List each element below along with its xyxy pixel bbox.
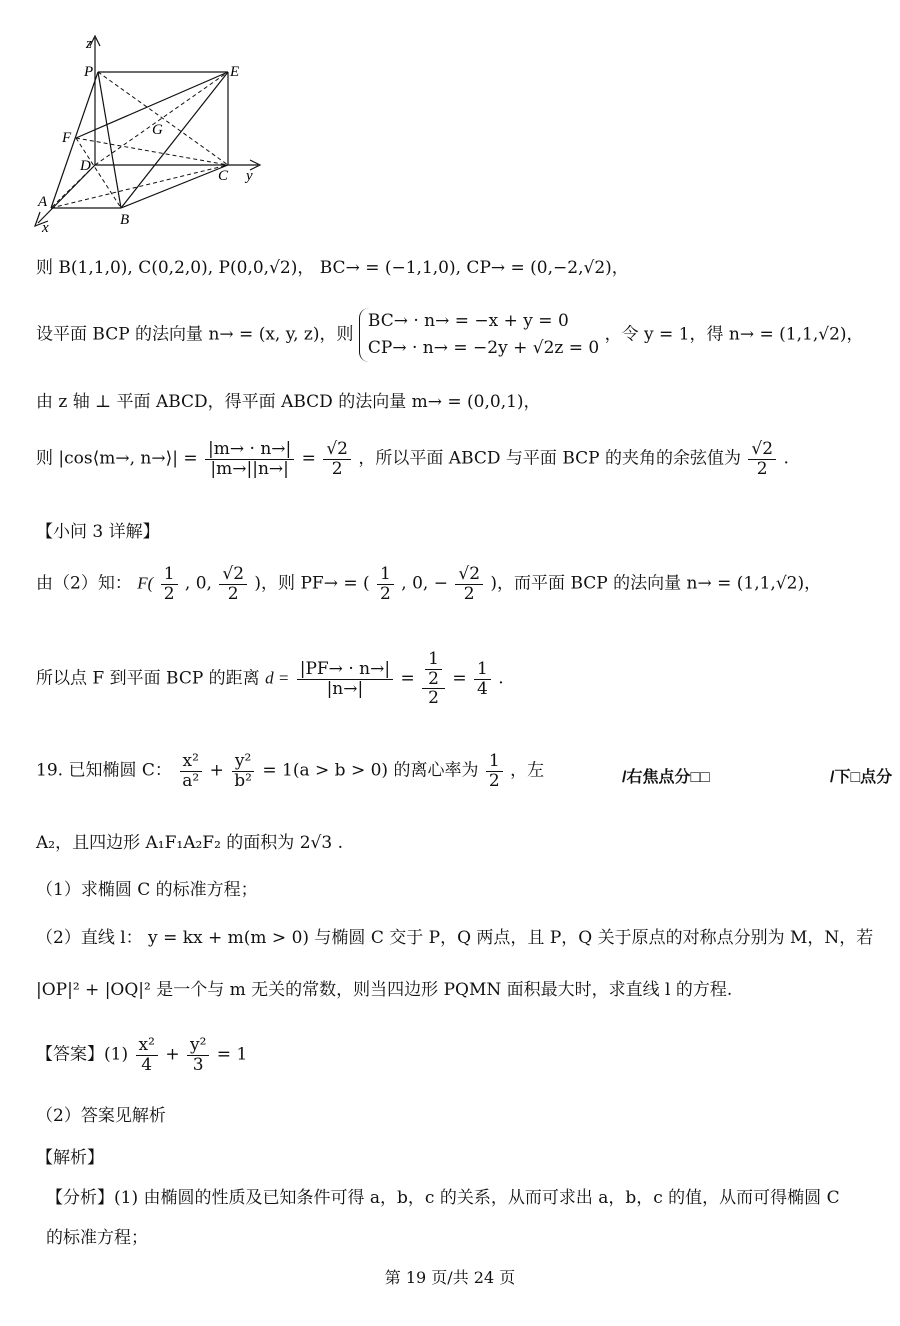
label-D: D	[80, 158, 91, 174]
geometry-figure	[28, 30, 278, 235]
part3-heading: 【小问 3 详解】	[36, 522, 160, 542]
label-C: C	[218, 168, 229, 184]
equation-system: BC→ · n→ = −x + y = 0 CP→ · n→ = −2y + √2z = 0	[359, 308, 599, 362]
label-A: A	[38, 194, 48, 210]
coords-line: 则 B(1,1,0), C(0,2,0), P(0,0,√2)， BC→ = (−1,1,0), CP→ = (0,−2,√2)，	[36, 258, 629, 278]
problem19-line2: A₂，且四边形 A₁F₁A₂F₂ 的面积为 2√3 .	[36, 833, 343, 853]
label-x: x	[42, 220, 49, 235]
label-F: F	[62, 130, 72, 146]
analysis-heading: 【解析】	[36, 1148, 104, 1168]
label-P: P	[84, 64, 94, 80]
question-2-line2: |OP|² + |OQ|² 是一个与 m 无关的常数，则当四边形 PQMN 面积最大时，求直线 l 的方程.	[36, 980, 733, 1000]
label-z: z	[86, 36, 92, 52]
label-B: B	[120, 212, 130, 228]
garbled-text-2: /下□点分	[830, 769, 893, 786]
answer-2: （2）答案见解析	[36, 1106, 166, 1126]
page-footer: 第 19 页/共 24 页	[384, 1268, 516, 1287]
cos-line: 则 |cos⟨m→, n→⟩| = $\frac{|m\to \cdot n\to|}{|m\to||n\to|}$ = $\frac{√2}{2}$ ，所以平面 ABCD 与平面 BCP 的夹角的余弦值为 $\frac{√2}{2}$ .	[36, 439, 789, 479]
distance-line: 所以点 F 到平面 BCP 的距离 d = $\frac{|PF\to \cdot n\to|}{|n\to|}$ = $\frac{\frac{1}{2}}{2}$ = $\frac{1}{4}$ .	[36, 649, 504, 709]
analysis-line2: 的标准方程；	[46, 1228, 148, 1248]
label-G: G	[152, 122, 163, 138]
answer-1: 【答案】(1) $\frac{\text{x²}}{4}$ + $\frac{\text{y²}}{3}$ = 1	[36, 1035, 248, 1075]
f-point-line: 由（2）知： F( $\frac{1}{2}$ , 0, $\frac{√2}{2}$ )，则 PF→ = ( $\frac{1}{2}$ , 0, − $\frac{√2}{2}$ )，而平面 BCP 的法向量 n→ = (1,1,√2)，	[36, 564, 822, 604]
label-E: E	[230, 64, 240, 80]
question-1: （1）求椭圆 C 的标准方程；	[36, 880, 258, 900]
question-2-line1: （2）直线 l： y = kx + m(m > 0) 与椭圆 C 交于 P，Q 两点，且 P，Q 关于原点的对称点分别为 M，N，若	[36, 928, 874, 948]
label-y: y	[246, 168, 253, 184]
z-axis-line: 由 z 轴 ⊥ 平面 ABCD，得平面 ABCD 的法向量 m→ = (0,0,1)，	[36, 392, 541, 412]
analysis-line1: 【分析】(1) 由椭圆的性质及已知条件可得 a，b，c 的关系，从而可求出 a，b，c 的值，从而可得椭圆 C	[46, 1188, 840, 1208]
garbled-text-1: /右焦点分□□	[622, 769, 710, 786]
problem19-stem: 19. 已知椭圆 C： $\frac{\text{x²}}{\text{a²}}$ + $\frac{\text{y²}}{\text{b²}}$ = 1(a > b > 0) 的离心率为 $\frac{1}{2}$ ，左	[36, 751, 545, 791]
normal-vector-line: 设平面 BCP 的法向量 n→ = (x, y, z)，则 BC→ · n→ = −x + y = 0 CP→ · n→ = −2y + √2z = 0 ，令 y = 1，得 n→ = (1,1,√2)，	[36, 308, 864, 362]
